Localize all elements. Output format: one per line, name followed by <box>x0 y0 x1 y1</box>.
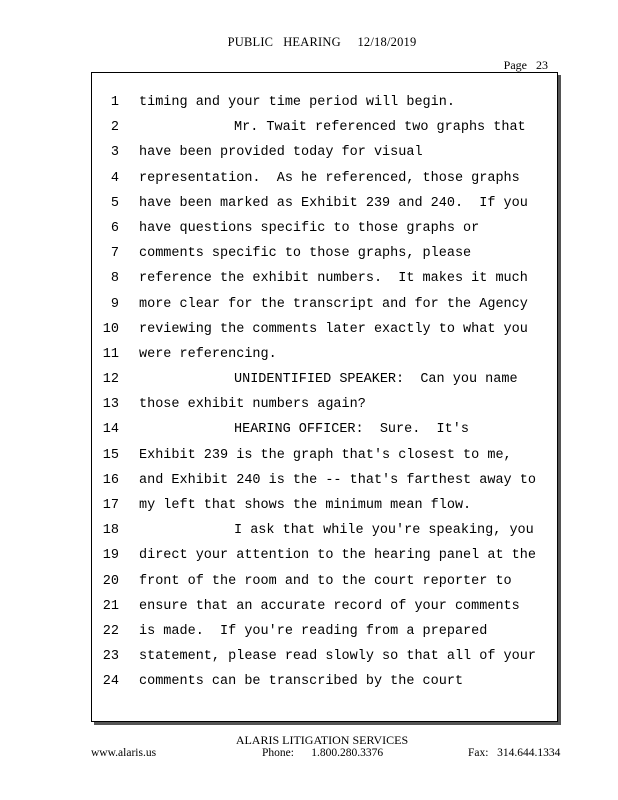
transcript-line <box>92 266 557 291</box>
line-number: 22 <box>102 623 119 639</box>
line-text: my left that shows the minimum mean flow. <box>139 498 472 513</box>
line-text: I ask that while you're speaking, you <box>234 523 534 539</box>
line-text: comments can be transcribed by the court <box>139 674 464 690</box>
footer-phone <box>262 747 383 759</box>
line-text: have questions specific to those graphs or <box>139 220 480 236</box>
footer-company: ALARIS LITIGATION SERVICES <box>235 733 409 747</box>
line-number: 12 <box>102 372 119 388</box>
transcript-line <box>92 216 557 241</box>
line-number: 3 <box>110 145 119 161</box>
line-number: 9 <box>110 296 119 312</box>
line-number: 21 <box>102 598 119 614</box>
header-date: 12/18/2019 <box>357 35 417 49</box>
line-text: front of the room and to the court reporter to <box>139 573 512 589</box>
line-text: representation. As he referenced, those graphs <box>139 170 520 186</box>
header-title: PUBLIC <box>227 35 274 49</box>
transcript-line <box>92 191 557 216</box>
transcript-line <box>92 543 557 568</box>
transcript-line <box>92 241 557 266</box>
transcript-line <box>92 518 557 543</box>
page-label: Page <box>503 58 527 72</box>
fax-number: 314.644.1334 <box>497 747 561 759</box>
transcript-line <box>92 569 557 594</box>
transcript-line <box>92 594 557 619</box>
line-text: UNIDENTIFIED SPEAKER: Can you name <box>234 372 518 388</box>
line-number: 10 <box>102 321 119 337</box>
line-text: direct your attention to the hearing panel at the <box>139 548 536 564</box>
page-number <box>504 58 548 73</box>
line-text: those exhibit numbers again? <box>139 397 366 413</box>
line-text: reviewing the comments later exactly to what you <box>139 321 528 337</box>
line-text: statement, please read slowly so that all of your <box>139 649 536 665</box>
transcript-line <box>92 644 557 669</box>
line-number: 13 <box>102 397 119 413</box>
line-number: 7 <box>110 246 119 262</box>
line-number: 4 <box>110 170 119 186</box>
line-text: HEARING OFFICER: Sure. It's <box>234 422 469 438</box>
line-text: reference the exhibit numbers. It makes it much <box>139 271 528 287</box>
line-text: Mr. Twait referenced two graphs that <box>234 120 526 136</box>
footer-website[interactable]: www.alaris.us <box>91 747 157 759</box>
line-text: comments specific to those graphs, please <box>139 246 472 262</box>
line-number: 11 <box>102 346 119 362</box>
phone-number: 1.800.280.3376 <box>311 747 384 759</box>
line-number: 24 <box>102 674 119 690</box>
page-header <box>0 35 618 50</box>
transcript-line <box>92 392 557 417</box>
transcript-line <box>92 493 557 518</box>
transcript-line <box>92 342 557 367</box>
transcript-line <box>92 90 557 115</box>
line-text: have been provided today for visual <box>139 145 423 161</box>
transcript-line <box>92 669 557 694</box>
transcript-line <box>92 292 557 317</box>
transcript-line <box>92 317 557 342</box>
line-text: have been marked as Exhibit 239 and 240. If you <box>139 195 528 211</box>
line-number: 16 <box>102 472 119 488</box>
line-text: more clear for the transcript and for the Agency <box>139 296 528 312</box>
line-number: 1 <box>110 95 119 110</box>
line-number: 20 <box>102 573 119 589</box>
line-text: is made. If you're reading from a prepared <box>139 623 488 639</box>
page-number-value: 23 <box>536 58 548 72</box>
line-number: 6 <box>110 220 119 236</box>
line-number: 15 <box>102 447 119 463</box>
transcript-line <box>92 367 557 392</box>
line-number: 23 <box>102 649 119 665</box>
transcript-line <box>92 115 557 140</box>
phone-label: Phone: <box>262 747 294 759</box>
line-number: 19 <box>102 548 119 564</box>
line-number: 14 <box>102 422 119 438</box>
transcript-line <box>92 443 557 468</box>
line-text: Exhibit 239 is the graph that's closest to me, <box>139 447 512 463</box>
line-number: 8 <box>110 271 119 287</box>
line-text: were referencing. <box>139 346 277 362</box>
transcript-line <box>92 140 557 165</box>
line-text: ensure that an accurate record of your comments <box>139 598 520 614</box>
line-text: and Exhibit 240 is the -- that's farthest away to <box>139 472 536 488</box>
transcript-line <box>92 417 557 442</box>
line-number: 18 <box>102 523 119 539</box>
transcript-line <box>92 619 557 644</box>
line-number: 17 <box>102 498 119 513</box>
header-title-2: HEARING <box>283 35 341 49</box>
transcript-line <box>92 468 557 493</box>
line-text: timing and your time period will begin. <box>139 95 455 110</box>
fax-label: Fax: <box>468 747 489 759</box>
transcript-lines <box>92 90 557 695</box>
line-number: 2 <box>110 120 119 136</box>
transcript-page <box>91 72 558 722</box>
transcript-line <box>92 166 557 191</box>
line-number: 5 <box>110 195 119 211</box>
footer-fax <box>468 747 560 759</box>
